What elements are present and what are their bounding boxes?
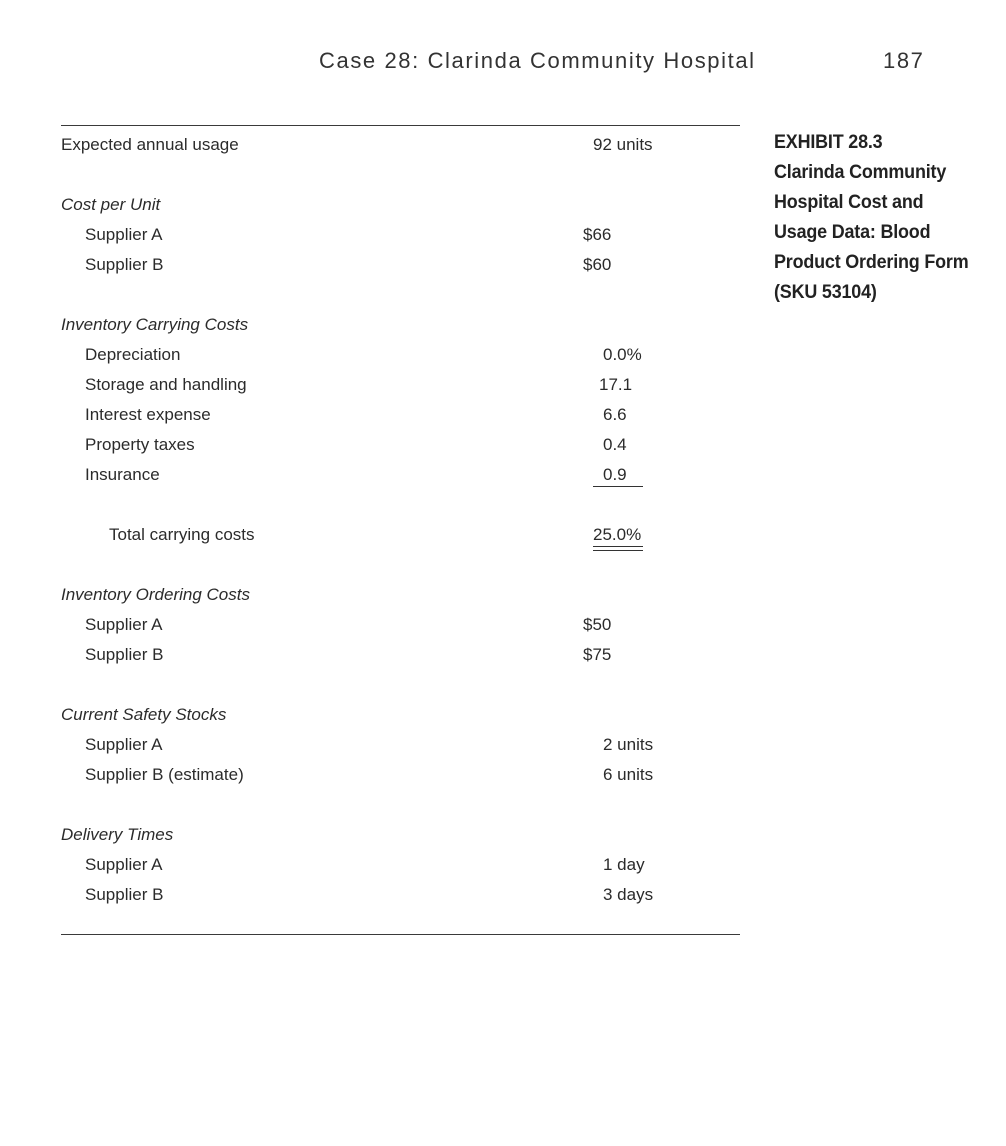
safety-supplier-b-value: 6 units <box>603 765 654 784</box>
exhibit-number: EXHIBIT 28.3 <box>774 131 883 153</box>
cost-per-unit-supplier-a-value: $66 <box>583 225 612 244</box>
ordering-supplier-b-label: Supplier B <box>85 645 164 664</box>
total-double-underline <box>593 546 643 551</box>
delivery-supplier-b-label: Supplier B <box>85 885 164 904</box>
ordering-supplier-a-value: $50 <box>583 615 612 634</box>
ordering-supplier-b-value: $75 <box>583 645 612 664</box>
ordering-costs-heading: Inventory Ordering Costs <box>61 585 250 604</box>
expected-usage-label: Expected annual usage <box>61 135 239 154</box>
carrying-storage-value: 17.1 <box>599 375 633 394</box>
exhibit-title-line-2: Hospital Cost and <box>774 191 924 213</box>
carrying-depreciation-value: 0.0% <box>603 345 642 364</box>
exhibit-title-line-1: Clarinda Community <box>774 161 947 183</box>
subtotal-underline <box>593 486 643 487</box>
carrying-costs-heading: Inventory Carrying Costs <box>61 315 249 334</box>
running-title: Case 28: Clarinda Community Hospital <box>319 48 756 73</box>
cost-per-unit-heading: Cost per Unit <box>61 195 161 214</box>
safety-supplier-b-label: Supplier B (estimate) <box>85 765 244 784</box>
delivery-times-heading: Delivery Times <box>61 825 174 844</box>
exhibit-caption <box>774 127 981 307</box>
page-number: 187 <box>883 48 925 73</box>
delivery-supplier-a-value: 1 day <box>603 855 645 874</box>
carrying-interest-label: Interest expense <box>85 405 211 424</box>
ordering-supplier-a-label: Supplier A <box>85 615 163 634</box>
total-carrying-costs-label: Total carrying costs <box>109 525 255 544</box>
carrying-interest-value: 6.6 <box>603 405 627 424</box>
carrying-storage-label: Storage and handling <box>85 375 247 394</box>
total-carrying-costs-value: 25.0% <box>593 525 642 544</box>
table-bottom-rule <box>61 934 740 935</box>
safety-supplier-a-value: 2 units <box>603 735 654 754</box>
cost-per-unit-supplier-a-label: Supplier A <box>85 225 163 244</box>
safety-stocks-heading: Current Safety Stocks <box>61 705 227 724</box>
carrying-insurance-label: Insurance <box>85 465 160 484</box>
safety-supplier-a-label: Supplier A <box>85 735 163 754</box>
expected-usage-value: 92 units <box>593 135 653 154</box>
exhibit-title-line-4: Product Ordering Form <box>774 251 969 273</box>
table-top-rule <box>61 125 740 126</box>
carrying-depreciation-label: Depreciation <box>85 345 181 364</box>
delivery-supplier-a-label: Supplier A <box>85 855 163 874</box>
carrying-property-taxes-value: 0.4 <box>603 435 627 454</box>
carrying-property-taxes-label: Property taxes <box>85 435 195 454</box>
exhibit-title-line-3: Usage Data: Blood <box>774 221 931 243</box>
cost-per-unit-supplier-b-label: Supplier B <box>85 255 164 274</box>
delivery-supplier-b-value: 3 days <box>603 885 654 904</box>
exhibit-title-line-5: (SKU 53104) <box>774 281 877 303</box>
cost-per-unit-supplier-b-value: $60 <box>583 255 612 274</box>
carrying-insurance-value: 0.9 <box>603 465 627 484</box>
